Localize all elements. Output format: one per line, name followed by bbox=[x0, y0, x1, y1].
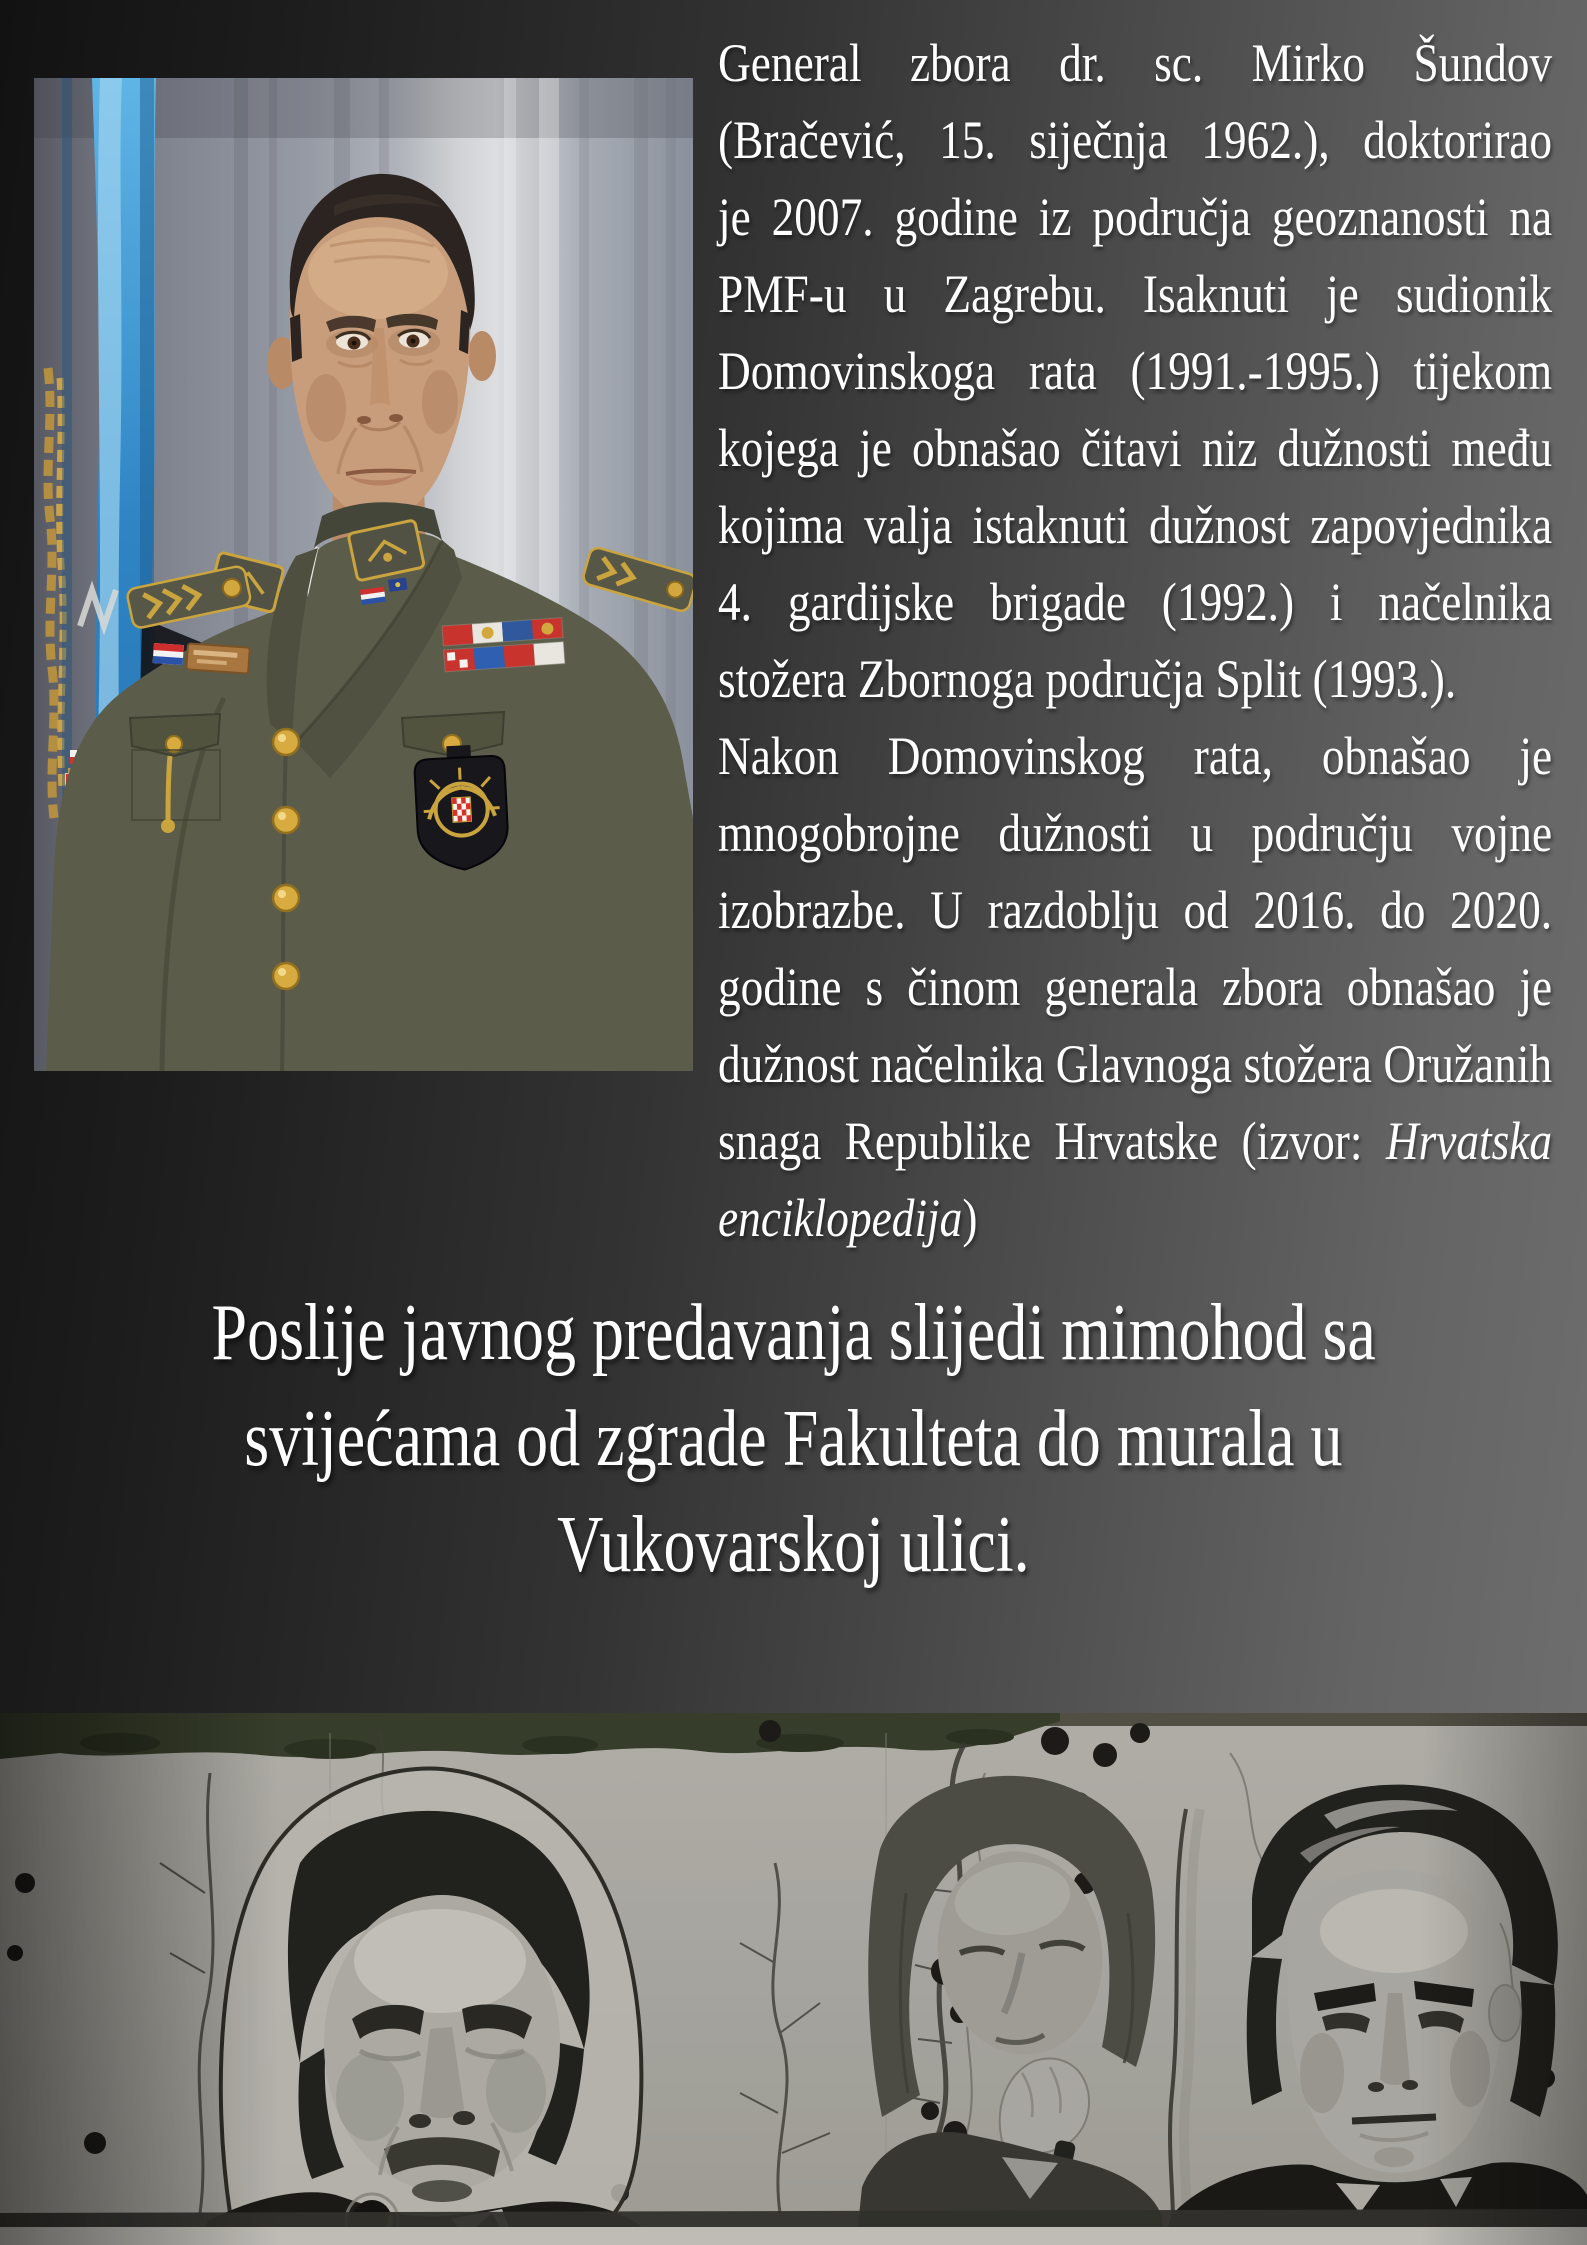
bio-line-7: kojima valja istaknuti dužnost zapovjednika bbox=[718, 495, 1553, 555]
bio-line-16-close: ) bbox=[962, 1188, 978, 1248]
general-portrait-photo bbox=[34, 78, 693, 1071]
bio-line-10: Nakon Domovinskog rata, obnašao je bbox=[718, 726, 1553, 786]
bio-line-16-italic: enciklopedija bbox=[718, 1188, 963, 1248]
bio-line-12: izobrazbe. U razdoblju od 2016. do 2020. bbox=[718, 880, 1553, 940]
bio-line-15-text: snaga Republike Hrvatske (izvor: bbox=[718, 1111, 1386, 1171]
bio-text bbox=[718, 25, 1552, 1257]
bio-line-5: Domovinskoga rata (1991.-1995.) tijekom bbox=[718, 341, 1553, 401]
announcement-line-1: Poslije javnog predavanja slijedi mimohod sa bbox=[211, 1289, 1376, 1377]
mural-photo-graphic bbox=[0, 1713, 1587, 2245]
portrait-photo-graphic bbox=[34, 78, 693, 1071]
bio-line-4: PMF-u u Zagrebu. Isaknuti je sudionik bbox=[718, 264, 1553, 324]
bio-line-16 bbox=[718, 1180, 1552, 1257]
bio-line-8: 4. gardijske brigade (1992.) i načelnika bbox=[718, 572, 1553, 632]
bio-line-9: stožera Zbornoga područja Split (1993.). bbox=[718, 649, 1457, 709]
announcement-text bbox=[0, 1280, 1587, 1598]
bio-line-15 bbox=[718, 1103, 1552, 1180]
bio-line-2: (Bračević, 15. siječnja 1962.), doktorirao bbox=[718, 110, 1553, 170]
bio-line-15-italic: Hrvatska bbox=[1385, 1111, 1553, 1171]
bio-line-13: godine s činom generala zbora obnašao je bbox=[718, 957, 1553, 1017]
announcement-line-2: svijećama od zgrade Fakulteta do murala u bbox=[244, 1395, 1343, 1483]
bio-line-11: mnogobrojne dužnosti u području vojne bbox=[718, 803, 1553, 863]
announcement-line-3: Vukovarskoj ulici. bbox=[557, 1501, 1030, 1589]
bio-line-1: General zbora dr. sc. Mirko Šundov bbox=[718, 33, 1553, 93]
bio-line-3: je 2007. godine iz područja geoznanosti na bbox=[718, 187, 1553, 247]
mural-photo bbox=[0, 1713, 1587, 2245]
bio-line-14: dužnost načelnika Glavnoga stožera Oružanih bbox=[718, 1034, 1553, 1094]
bio-line-6: kojega je obnašao čitavi niz dužnosti među bbox=[718, 418, 1553, 478]
